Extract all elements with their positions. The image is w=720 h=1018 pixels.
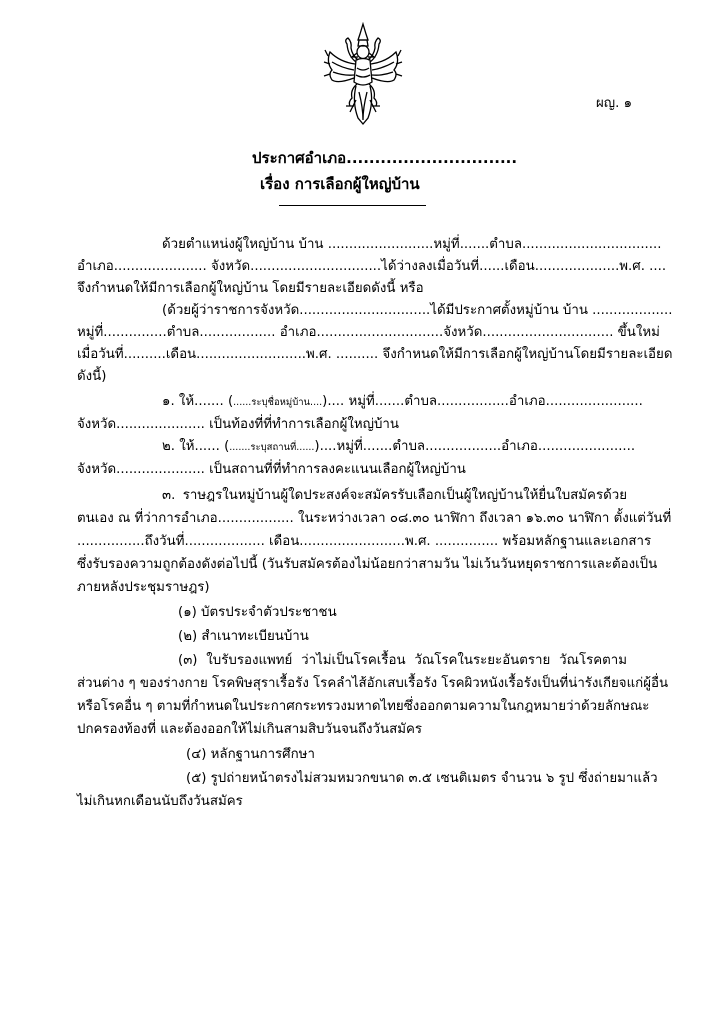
form-code: ผญ. ๑ xyxy=(596,96,633,111)
intro-line-3: จึงกำหนดให้มีการเลือกผู้ใหญ่บ้าน โดยมีรายละเอียดดังนี้ หรือ xyxy=(77,281,424,296)
item-2-prefix: ๒. ให้...... ( xyxy=(162,439,230,454)
item-1-line-1 xyxy=(162,393,643,412)
doc-2: (๒) สำเนาทะเบียนบ้าน xyxy=(178,629,309,644)
item-3-line-4: ซึ่งรับรองความถูกต้องดังต่อไปนี้ (วันรับสมัครต้องไม่น้อยกว่าสามวัน ไม่เว้นวันหยุดราชการและต้องเป็น xyxy=(77,557,658,572)
item-2-note: .......ระบุสถานที่...... xyxy=(229,442,315,453)
announcement-title: ประกาศอำเภอ.............................. xyxy=(252,149,518,167)
subject-title: เรื่อง การเลือกผู้ใหญ่บ้าน xyxy=(260,175,420,193)
title-underline xyxy=(279,205,426,206)
doc-5-line-2: ไม่เกินหกเดือนนับถึงวันสมัคร xyxy=(77,794,243,809)
item-2-line-2: จังหวัด..................... เป็นสถานที่ที่ทำการลงคะแนนเลือกผู้ใหญ่บ้าน xyxy=(77,462,466,477)
item-1-prefix: ๑. ให้....... ( xyxy=(162,394,234,409)
alt-intro-line-4: ดังนี้) xyxy=(77,369,107,384)
alt-intro-line-1: (ด้วยผู้ว่าราชการจังหวัด...............................ได้มีประกาศตั้งหมู่บ้าน บ้าน ................... xyxy=(162,303,673,318)
doc-3-line-4: ปกครองท้องที่ และต้องออกให้ไม่เกินสามสิบวันจนถึงวันสมัคร xyxy=(77,722,422,737)
item-1-suffix: ).... หมู่ที่.......ตำบล.................อำเภอ....................... xyxy=(322,394,643,409)
item-3-line-2: ตนเอง ณ ที่ว่าการอำเภอ.................. ในระหว่างเวลา ๐๘.๓๐ นาฬิกา ถึงเวลา ๑๖.๓๐ นาฬิกา ตั้งแต่วันที่ xyxy=(77,511,672,526)
doc-4: (๔) หลักฐานการศึกษา xyxy=(186,747,315,762)
doc-5-line-1: (๕) รูปถ่ายหน้าตรงไม่สวมหมวกขนาด ๓.๕ เซนติเมตร จำนวน ๖ รูป ซึ่งถ่ายมาแล้ว xyxy=(186,771,658,786)
intro-line-1: ด้วยตำแหน่งผู้ใหญ่บ้าน บ้าน .........................หมู่ที่.......ตำบล................................. xyxy=(162,237,662,252)
doc-3-line-2: ส่วนต่าง ๆ ของร่างกาย โรคพิษสุราเรื้อรัง โรคลำไส้อักเสบเรื้อรัง โรคผิวหนังเรื้อรังเป็นที่น่ารังเกียจแก่ผู้อื่น xyxy=(77,676,669,691)
item-1-note: ......ระบุชื่อหมู่บ้าน.... xyxy=(233,397,323,408)
doc-1: (๑) บัตรประจำตัวประชาชน xyxy=(178,605,337,620)
item-3-line-5: ภายหลังประชุมราษฎร) xyxy=(77,580,210,595)
item-3-line-1: ๓. ราษฎรในหมู่บ้านผู้ใดประสงค์จะสมัครรับเลือกเป็นผู้ใหญ่บ้านให้ยื่นใบสมัครด้วย xyxy=(162,488,627,503)
doc-3-line-3: หรือโรคอื่น ๆ ตามที่กำหนดในประกาศกระทรวงมหาดไทยซึ่งออกตามความในกฎหมายว่าด้วยลักษณะ xyxy=(77,699,650,714)
garuda-emblem-icon xyxy=(322,22,404,126)
item-3-line-3: ................ถึงวันที่................... เดือน.........................พ.ศ. ............... พร้อมหลักฐานและเอกสาร xyxy=(77,534,652,549)
alt-intro-line-2: หมู่ที่...............ตำบล.................. อำเภอ..............................จังหวัด............................... ขึ้นใหม่ xyxy=(77,325,660,340)
doc-3-line-1: (๓) ใบรับรองแพทย์ ว่าไม่เป็นโรคเรื้อน วัณโรคในระยะอันตราย วัณโรคตาม xyxy=(178,653,627,668)
item-2-suffix: )....หมู่ที่.......ตำบล..................อำเภอ....................... xyxy=(314,439,636,454)
intro-line-2: อำเภอ...................... จังหวัด...............................ได้ว่างลงเมื่อวันที่......เดือน....................พ.ศ. .... xyxy=(77,259,667,274)
item-2-line-1 xyxy=(162,438,636,457)
alt-intro-line-3: เมื่อวันที่..........เดือน..........................พ.ศ. .......... จึงกำหนดให้มีการเลือกผู้ใหญ่บ้านโดยมีรายละเอียด xyxy=(77,347,673,362)
item-1-line-2: จังหวัด..................... เป็นท้องที่ที่ทำการเลือกผู้ใหญ่บ้าน xyxy=(77,417,399,432)
